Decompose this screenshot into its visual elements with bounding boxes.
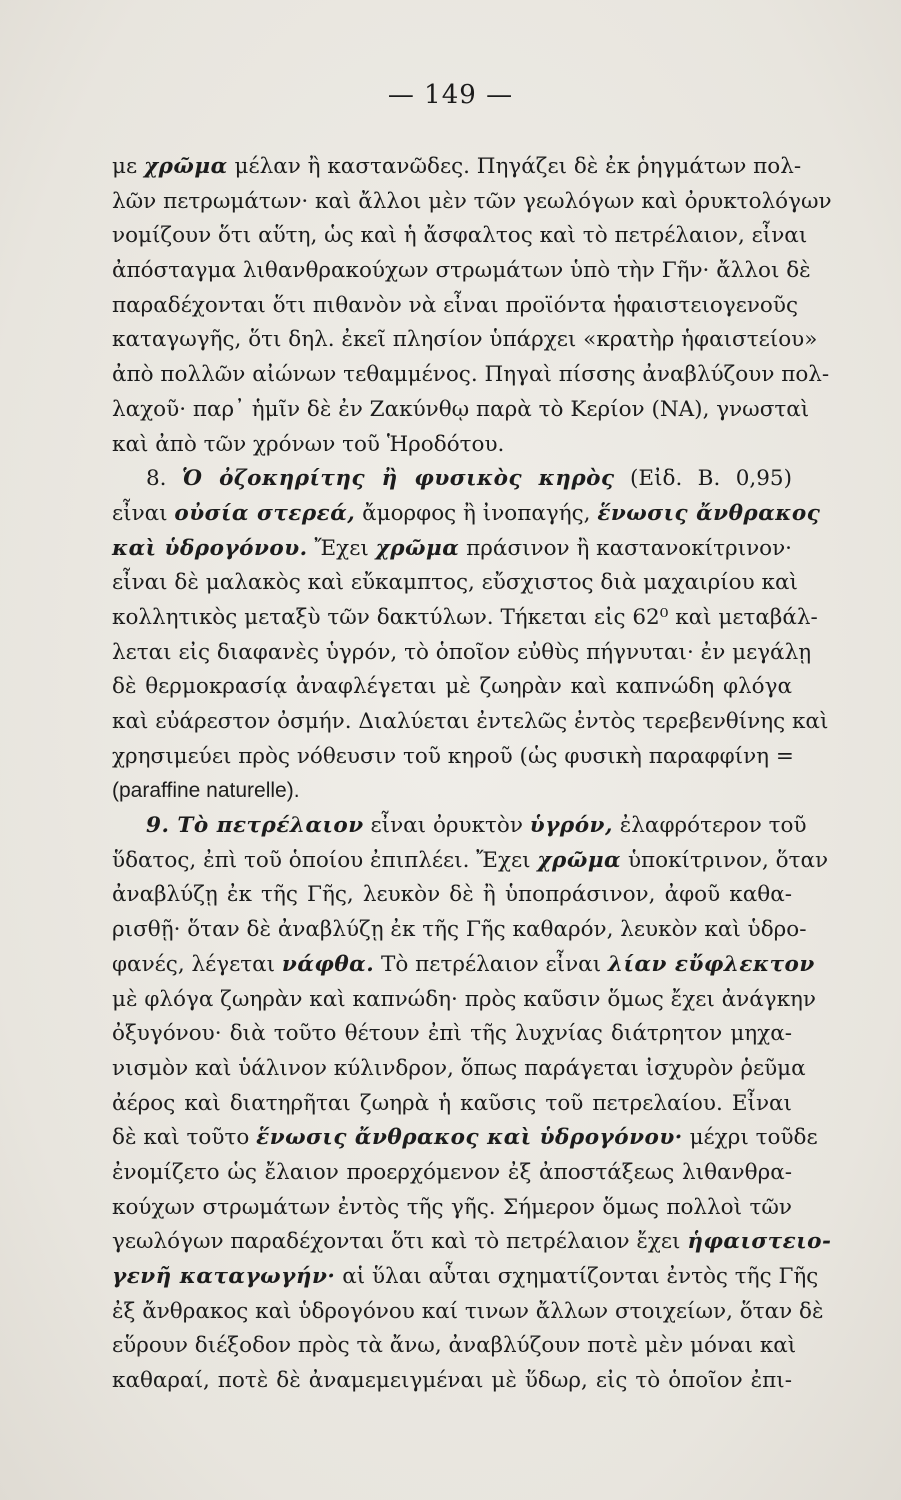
text-line	[112, 1364, 792, 1399]
text-line	[112, 983, 816, 1018]
text-run: λαχοῦ· παρ᾽ ἡμῖν δὲ ἐν Ζακύνθῳ παρὰ τὸ Κερίον (ΝΑ), γνωσταὶ	[112, 396, 810, 422]
text-line	[112, 774, 792, 809]
text-line	[112, 532, 792, 567]
emphasized-term: ὑγρόν,	[529, 813, 613, 839]
text-line	[112, 393, 810, 428]
text-run: ἐνομίζετο ὡς ἔλαιον προερχόμενον ἐξ ἀποστάξεως λιθανθρα-	[112, 1159, 792, 1185]
text-line	[112, 948, 815, 983]
text-line	[112, 913, 807, 948]
text-line	[112, 1295, 824, 1330]
text-run: ἀέρος καὶ διατηρῆται ζωηρὰ ἡ καῦσις τοῦ πετρελαίου. Εἶναι	[112, 1090, 792, 1116]
text-line	[112, 219, 808, 254]
text-run: εἶναι δὲ μαλακὸς καὶ εὔκαμπτος, εὔσχιστος διὰ μαχαιρίου καὶ	[112, 570, 798, 596]
text-run: νομίζουν ὅτι αὕτη, ὡς καὶ ἡ ἄσφαλτος καὶ τὸ πετρέλαιον, εἶναι	[112, 223, 808, 249]
text-run: (Εἰδ. Β. 0,95)	[614, 466, 792, 492]
emphasized-term: ἡφαιστειο-	[687, 1229, 832, 1255]
text-line	[112, 1225, 832, 1260]
text-line	[112, 740, 792, 775]
text-run: ἐλαφρότερον τοῦ	[612, 813, 807, 839]
text-line	[112, 601, 818, 636]
text-run: καὶ εὐάρεστον ὀσμήν. Διαλύεται ἐντελῶς ἐντὸς τερεβενθίνης καὶ	[112, 709, 829, 734]
text-run: μέλαν ἢ καστανῶδες. Πηγάζει δὲ ἐκ ῥηγμάτων πολ-	[227, 154, 802, 179]
emphasized-term: λίαν εὔφλεκτον	[607, 951, 815, 977]
emphasized-term: καὶ ὑδρογόνου.	[112, 535, 308, 561]
text-run: γεωλόγων παραδέχονται ὅτι καὶ τὸ πετρέλαιον ἔχει	[112, 1229, 688, 1255]
text-run: ἄμορφος ἢ ἰνοπαγής,	[355, 500, 598, 526]
text-line	[112, 878, 792, 913]
emphasized-term: χρῶμα	[537, 847, 622, 873]
text-run: εἶναι ὀρυκτὸν	[363, 813, 530, 839]
text-run: ρισθῇ· ὅταν δὲ ἀναβλύζῃ ἐκ τῆς Γῆς καθαρόν, λευκὸν καὶ ὑδρο-	[112, 917, 807, 943]
text-run: πράσινον ἢ καστανοκίτρινον·	[459, 535, 792, 561]
body-text	[112, 150, 832, 1399]
text-run: λῶν πετρωμάτων· καὶ ἄλλοι μὲν τῶν γεωλόγων καὶ ὀρυκτολόγων	[112, 188, 832, 214]
text-line	[112, 1052, 806, 1087]
emphasized-term: ἕνωσις ἄνθρακος	[597, 500, 821, 526]
text-run: καθαραί, ποτὲ δὲ ἀναμεμειγμέναι μὲ ὕδωρ, εἰς τὸ ὁποῖον ἐπι-	[112, 1368, 792, 1394]
text-line	[112, 428, 792, 463]
text-line	[112, 1260, 819, 1295]
text-line	[112, 323, 818, 358]
text-run: Τὸ πετρέλαιον εἶναι	[374, 951, 608, 977]
text-line	[112, 566, 798, 601]
text-run: φανές, λέγεται	[112, 951, 282, 977]
text-run: λεται εἰς διαφανὲς ὑγρόν, τὸ ὁποῖον εὐθὺς πήγνυται· ἐν μεγάλῃ	[112, 639, 812, 665]
emphasized-term: οὐσία στερεά,	[174, 500, 356, 526]
text-run: νισμὸν καὶ ὑάλινον κύλινδρον, ὅπως παράγεται ἰσχυρὸν ῥεῦμα	[112, 1055, 806, 1081]
text-run: χρησιμεύει πρὸς νόθευσιν τοῦ κηροῦ (ὡς φυσικὴ παραφφίνη =	[112, 743, 794, 769]
text-run: ἀπόσταγμα λιθανθρακούχων στρωμάτων ὑπὸ τὴν Γῆν· ἄλλοι δὲ	[112, 258, 811, 284]
text-run: καταγωγῆς, ὅτι δηλ. ἐκεῖ πλησίον ὑπάρχει «κρατὴρ ἡφαιστείου»	[112, 327, 818, 353]
emphasized-term: χρῶμα	[143, 154, 228, 179]
text-line	[112, 185, 832, 220]
text-line	[112, 1121, 818, 1156]
emphasized-term: γενῆ καταγωγήν·	[112, 1264, 336, 1289]
text-run: Ἔχει	[307, 535, 376, 561]
text-run: με	[112, 154, 144, 179]
text-run: καὶ ἀπὸ τῶν χρόνων τοῦ Ἡροδότου.	[112, 431, 505, 457]
emphasized-term: Ὁ ὀζοκηρίτης ἢ φυσικὸς κηρὸς	[181, 466, 615, 492]
text-line	[112, 462, 792, 497]
text-run: (paraffine naturelle).	[112, 779, 300, 803]
emphasized-term: 9. Τὸ πετρέλαιον	[146, 813, 364, 839]
text-line	[112, 1017, 792, 1052]
text-line	[112, 705, 829, 740]
text-run: αἱ ὕλαι αὗται σχηματίζονται ἐντὸς τῆς Γῆς	[335, 1264, 819, 1289]
text-run: ὑποκίτρινον, ὅταν	[621, 847, 829, 873]
text-run: δὲ καὶ τοῦτο	[112, 1125, 257, 1151]
text-line	[112, 1191, 792, 1226]
text-line	[112, 844, 829, 879]
text-run: εὕρουν διέξοδον πρὸς τὰ ἄνω, ἀναβλύζουν ποτὲ μὲν μόναι καὶ	[112, 1333, 797, 1359]
text-line	[112, 809, 807, 844]
text-run: ἀναβλύζῃ ἐκ τῆς Γῆς, λευκὸν δὲ ἢ ὑποπράσινον, ἀφοῦ καθα-	[112, 882, 792, 908]
text-run: 8.	[146, 466, 182, 492]
text-run: δὲ θερμοκρασίᾳ ἀναφλέγεται μὲ ζωηρὰν καὶ καπνώδη φλόγα	[112, 674, 792, 700]
text-run: εἶναι	[112, 500, 175, 526]
emphasized-term: χρῶμα	[375, 535, 460, 561]
text-run: ἐξ ἄνθρακος καὶ ὑδρογόνου καί τινων ἄλλων στοιχείων, ὅταν δὲ	[112, 1298, 824, 1324]
text-run: παραδέχονται ὅτι πιθανὸν νὰ εἶναι προϊόντα ἡφαιστειογενοῦς	[112, 292, 798, 318]
text-line	[112, 254, 811, 289]
text-run: ὀξυγόνου· διὰ τοῦτο θέτουν ἐπὶ τῆς λυχνίας διάτρητον μηχα-	[112, 1021, 792, 1047]
text-run: κολλητικὸς μεταξὺ τῶν δακτύλων. Τήκεται εἰς 62⁰ καὶ μεταβάλ-	[112, 604, 818, 630]
text-line	[112, 497, 821, 532]
text-run: μὲ φλόγα ζωηρὰν καὶ καπνώδη· πρὸς καῦσιν ὅμως ἔχει ἀνάγκην	[112, 986, 816, 1012]
text-run: μέχρι τοῦδε	[682, 1125, 818, 1151]
text-run: κούχων στρωμάτων ἐντὸς τῆς γῆς. Σήμερον ὅμως πολλοὶ τῶν	[112, 1194, 792, 1220]
text-line	[112, 670, 792, 705]
text-line	[112, 636, 812, 671]
text-run: ὕδατος, ἐπὶ τοῦ ὁποίου ἐπιπλέει. Ἔχει	[112, 847, 538, 873]
text-line	[112, 358, 830, 393]
emphasized-term: ἕνωσις ἄνθρακος καὶ ὑδρογόνου·	[256, 1125, 683, 1151]
page-number: — 149 —	[387, 80, 514, 110]
text-line	[112, 1156, 792, 1191]
text-line	[112, 150, 802, 185]
text-line	[112, 289, 798, 324]
text-run: ἀπὸ πολλῶν αἰώνων τεθαμμένος. Πηγαὶ πίσσης ἀναβλύζουν πολ-	[112, 362, 830, 388]
text-line	[112, 1329, 797, 1364]
emphasized-term: νάφθα.	[281, 951, 375, 977]
text-line	[112, 1087, 792, 1122]
